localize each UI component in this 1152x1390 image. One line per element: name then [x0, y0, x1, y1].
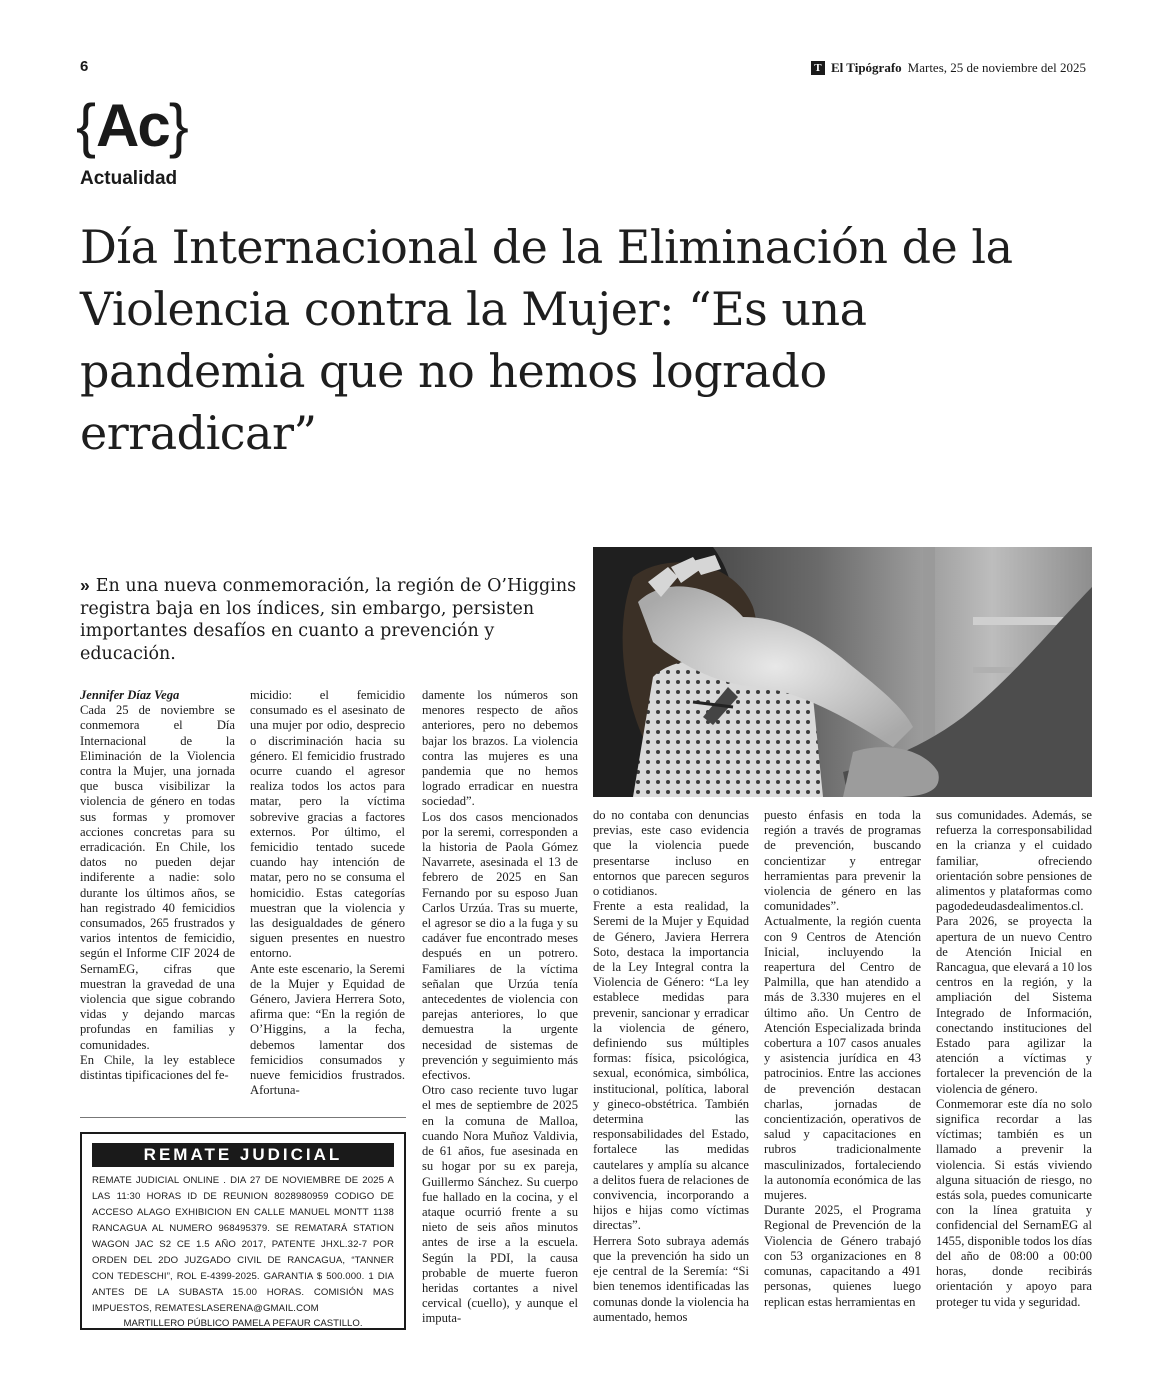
photo-illustration [593, 547, 1092, 797]
section-label: Actualidad [80, 168, 178, 189]
article-lead [80, 574, 580, 665]
article-column-1 [80, 688, 235, 1083]
paragraph: Ante este escenario, la Seremi de la Mujer y Equidad de Género, Javiera Herrera Soto, afirma que: “En la región de O’Higgins, a la fecha, debemos lamentar dos femicidios consumados y nueve femicidios frustrados. Afortuna- [250, 961, 405, 1098]
article-column-4 [593, 808, 749, 1325]
notice-divider [80, 1117, 406, 1118]
paragraph: Herrera Soto subraya además que la prevención ha sido un eje central de la Seremía: “Si bien tenemos identificadas las comunas donde la violencia ha aumentado, hemos [593, 1233, 749, 1324]
notice-title: REMATE JUDICIAL [92, 1143, 394, 1167]
paragraph: Conmemorar este día no solo significa recordar a las víctimas; también es un llamado a prevenir la violencia. Si estás viviendo alguna situación de riesgo, no estás sola, puedes comunicarte con la línea gratuita y confidencial del SernamEG al 1455, disponible todos los días del año de 08:00 a 00:00 horas, donde recibirás orientación y apoyo para proteger tu vida y seguridad. [936, 1096, 1092, 1309]
paragraph: do no contaba con denuncias previas, este caso evidencia que la violencia puede presentarse incluso en entornos que parecen seguros o cotidianos. [593, 808, 749, 899]
article-column-3 [422, 688, 578, 1327]
lead-text: En una nueva conmemoración, la región de O’Higgins registra baja en los índices, sin embargo, persisten importantes desafíos en cuanto a prevención y educación. [80, 576, 577, 664]
publication-name: El Tipógrafo [830, 60, 902, 75]
article-column-5 [764, 808, 921, 1310]
paragraph: En Chile, la ley establece distintas tipificaciones del fe- [80, 1052, 235, 1083]
notice-body: REMATE JUDICIAL ONLINE . DIA 27 DE NOVIEMBRE DE 2025 A LAS 11:30 HORAS ID DE REUNION 8028980959 CODIGO DE ACCESO ALAGO EXHIBICION EN CALLE MANUEL MONTT 1138 RANCAGUA AL NUMERO 968495379. SE REMATARÁ STATION WAGON JAC S2 CE 1.5 AÑO 2017, PATENTE JHXL.32-7 POR ORDEN DEL 2DO JUZGADO CIVIL DE RANCAGUA, “TANNER CON TEDESCHI”, ROL E-4399-2025. GARANTIA $ 500.000. 1 DIA ANTES DE LA SUBASTA 15.00 HORAS. COMISIÓN MAS IMPUESTOS, REMATESLASERENA@GMAIL.COM [92, 1175, 394, 1314]
paragraph: Cada 25 de noviembre se conmemora el Día Internacional de la Eliminación de la Violencia contra la Mujer, una jornada que busca visibilizar la violencia de género en todas sus formas y promover acciones concretas para su erradicación. En Chile, los datos no pueden dejar indiferente a nadie: solo durante los últimos años, se han registrado 40 femicidios consumados, 265 frustrados y varios intentos de femicidio, según el Informe CIF 2024 de SernamEG, cifras que muestran la gravedad de una violencia que sigue cobrando vidas y dejando marcas profundas en familias y comunidades. [80, 703, 235, 1052]
publication-logo-icon: T [811, 61, 825, 75]
paragraph: Otro caso reciente tuvo lugar el mes de septiembre de 2025 en la comuna de Malloa, cuando Nora Muñoz Valdivia, de 61 años, fue asesinada en su hogar por su ex pareja, Guillermo Sánchez. Su cuerpo fue hallado en la cocina, y el ataque ocurrió frente a su nieto de seis años minutos antes de irse a la escuela. Según la PDI, la causa probable de muerte fueron heridas cortantes a nivel cervical (cuello), y aunque el imputa- [422, 1083, 578, 1326]
byline: Jennifer Díaz Vega [80, 688, 180, 702]
masthead [811, 60, 1086, 76]
paragraph: sus comunidades. Además, se refuerza la corresponsabilidad en la crianza y el cuidado familiar, ofreciendo orientación sobre pensiones de alimentos y plataformas como pagodedeudasdealimentos.cl. [936, 808, 1092, 914]
paragraph: Los dos casos mencionados por la seremi, corresponden a la historia de Paola Gómez Navarrete, asesinada el 13 de febrero de 2025 en San Fernando por su esposo Juan Carlos Urzúa. Tras su muerte, el agresor se dio a la fuga y su cadáver fue encontrado meses después en un potrero. Familiares de la víctima señalan que Urzúa tenía antecedentes de violencia con parejas anteriores, lo que demuestra la urgente necesidad de sistemas de prevención y seguimiento más efectivos. [422, 809, 578, 1083]
section-mark [76, 92, 189, 159]
lead-marker-icon: » [80, 575, 90, 595]
paragraph: Para 2026, se proyecta la apertura de un nuevo Centro de Atención Inicial en Rancagua, que elevará a 10 los centros en la región, y la ampliación del Sistema Integrado de Información, conectando instituciones del Estado para agilizar la atención a víctimas y fortalecer la prevención de la violencia de género. [936, 914, 1092, 1096]
section-brace-open: { [76, 92, 97, 159]
article-column-2 [250, 688, 405, 1098]
issue-date: Martes, 25 de noviembre del 2025 [907, 60, 1086, 75]
section-brace-close: } [168, 92, 189, 159]
paragraph: Durante 2025, el Programa Regional de Prevención de la Violencia de Género trabajó con 53 organizaciones en 8 comunas, capacitando a 491 personas, quienes luego replican estas herramientas en [764, 1203, 921, 1309]
paragraph: Frente a esta realidad, la Seremi de la Mujer y Equidad de Género, Javiera Herrera Soto, destaca la importancia de la Ley Integral contra la Violencia de Género: “La ley establece medidas para prevenir, sancionar y erradicar la violencia de género, definiendo sus múltiples formas: física, psicológica, sexual, económica, simbólica, institucional, política, laboral y gineco-obstétrica. También determina las responsabilidades del Estado, fortalece las medidas cautelares y amplía su alcance a delitos fuera de relaciones de convivencia, incorporando a hijos e hijas como víctimas directas”. [593, 899, 749, 1233]
article-column-6 [936, 808, 1092, 1310]
article-headline: Día Internacional de la Eliminación de la Violencia contra la Mujer: “Es una pandemia que no hemos logrado erradicar” [80, 220, 1013, 460]
article-photo [593, 547, 1092, 797]
legal-notice-box [80, 1132, 406, 1330]
paragraph: Actualmente, la región cuenta con 9 Centros de Atención Inicial, incluyendo la reapertura del Centro de Palmilla, que han atendido a más de 3.330 mujeres en el último año. Un Centro de Atención Especializada brinda cobertura a 107 casos anuales y asistencia jurídica en 43 patrocinios. Entre las acciones de prevención destacan charlas, jornadas de concientización, operativos de salud y capacitaciones en rubros tradicionalmente masculinizados, fortaleciendo la autonomía económica de las mujeres. [764, 914, 921, 1203]
notice-signature: MARTILLERO PÚBLICO PAMELA PEFAUR CASTILLO. [123, 1318, 363, 1329]
paragraph: damente los números son menores respecto de años anteriores, pero no debemos bajar los brazos. La violencia contra las mujeres es una pandemia que no hemos logrado erradicar en nuestra sociedad”. [422, 688, 578, 809]
page-number: 6 [80, 58, 89, 75]
section-code: Ac [96, 92, 169, 159]
paragraph: puesto énfasis en toda la región a través de programas de prevención, buscando concientizar y entregar herramientas para prevenir la violencia de género en las comunidades”. [764, 808, 921, 914]
paragraph: micidio: el femicidio consumado es el asesinato de una mujer por odio, desprecio o discriminación hacia su género. El femicidio frustrado ocurre cuando el agresor realiza todos los actos para matar, pero la víctima sobrevive gracias a factores externos. Por último, el femicidio tentado sucede cuando hay intención de matar, pero no se consuma el homicidio. Estas categorías muestran que la violencia y las desigualdades de género siguen presentes en nuestro entorno. [250, 688, 405, 961]
